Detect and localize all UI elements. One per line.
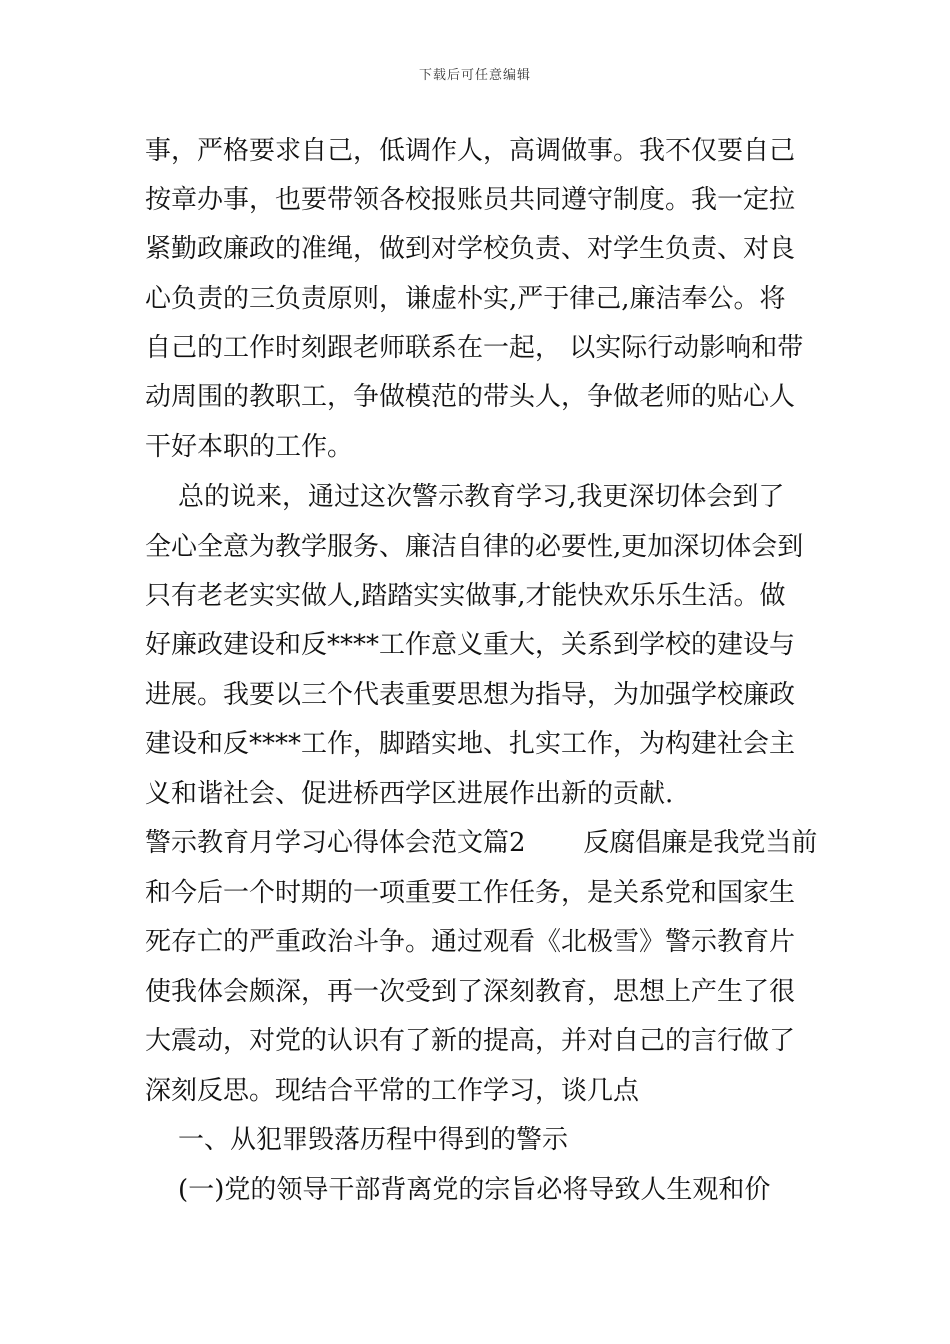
body-line-20: 深刻反思。现结合平常的工作学习，谈几点 <box>145 1076 640 1106</box>
body-line-12: 进展。我要以三个代表重要思想为指导，为加强学校廉政 <box>145 680 796 710</box>
body-line-8: 总的说来，通过这次警示教育学习,我更深切体会到了 <box>145 482 785 512</box>
body-line-13: 建设和反****工作，脚踏实地、扎实工作，为构建社会主 <box>145 729 796 759</box>
body-line-2: 按章办事，也要带领各校报账员共同遵守制度。我一定拉 <box>145 185 796 215</box>
body-line-1: 事，严格要求自己，低调作人，高调做事。我不仅要自己 <box>145 136 796 166</box>
body-line-7: 干好本职的工作。 <box>145 432 354 462</box>
body-line-17: 死存亡的严重政治斗争。通过观看《北极雪》警示教育片 <box>145 927 796 957</box>
body-line-9: 全心全意为教学服务、廉洁自律的必要性,更加深切体会到 <box>145 532 804 562</box>
body-line-10: 只有老老实实做人,踏踏实实做事,才能快欢乐乐生活。做 <box>145 581 786 611</box>
body-line-3: 紧勤政廉政的准绳，做到对学校负责、对学生负责、对良 <box>145 234 796 264</box>
body-line-19: 大震动，对党的认识有了新的提高，并对自己的言行做了 <box>145 1026 796 1056</box>
body-line-16: 和今后一个时期的一项重要工作任务，是关系党和国家生 <box>145 878 796 908</box>
section-title-line: 警示教育月学习心得体会范文篇2 反腐倡廉是我党当前 <box>145 828 818 858</box>
body-line-14: 义和谐社会、促进桥西学区进展作出新的贡献. <box>145 779 674 809</box>
body-line-22: (一)党的领导干部背离党的宗旨必将导致人生观和价 <box>145 1175 771 1205</box>
body-line-4: 心负责的三负责原则，谦虚朴实,严于律己,廉洁奉公。将 <box>145 284 786 314</box>
body-line-11: 好廉政建设和反****工作意义重大，关系到学校的建设与 <box>145 630 796 660</box>
body-line-5: 自己的工作时刻跟老师联系在一起， 以实际行动影响和带 <box>145 333 804 363</box>
subheading-line: 一、从犯罪毁落历程中得到的警示 <box>145 1125 569 1155</box>
body-line-18: 使我体会颇深，再一次受到了深刻教育，思想上产生了很 <box>145 977 796 1007</box>
page-header: 下载后可任意编辑 <box>418 68 531 83</box>
body-line-6: 动周围的教职工，争做模范的带头人，争做老师的贴心人 <box>145 382 796 412</box>
